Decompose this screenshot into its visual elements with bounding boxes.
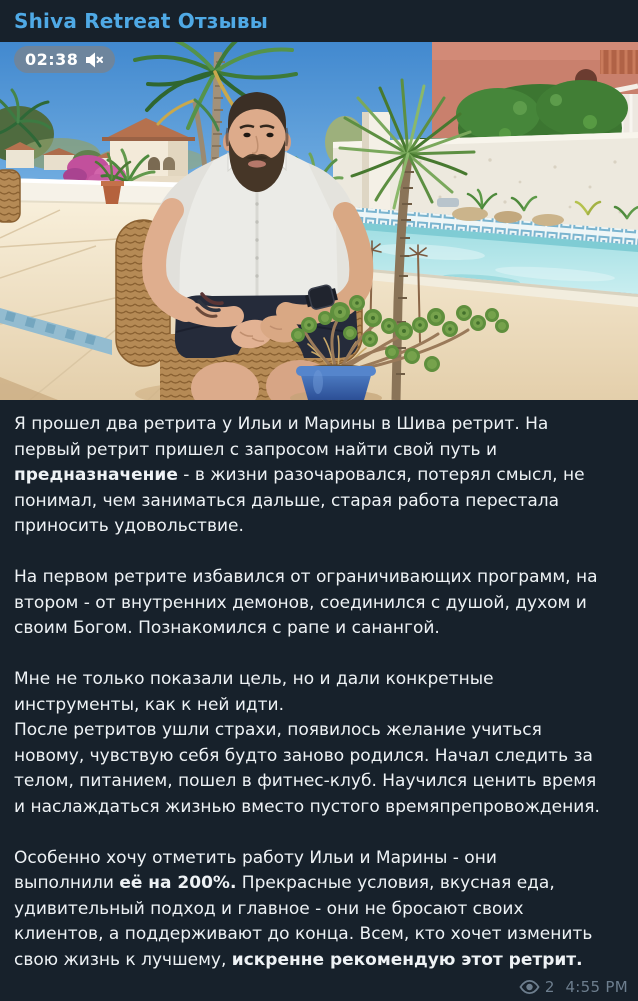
message-line: своим Богом. Познакомился с рапе и санангой. xyxy=(14,618,440,638)
message-line: выполнили её на 200%. Прекрасные условия, вкусная еда, xyxy=(14,873,555,893)
message-line: клиентов, а поддерживают до конца. Всем, кто хочет изменить xyxy=(14,924,593,944)
message-line: свою жизнь к лучшему, искренне рекомендую этот ретрит. xyxy=(14,949,583,970)
message-paragraph xyxy=(14,565,624,642)
message-line: телом, питанием, пошел в фитнес-клуб. Научился ценить время xyxy=(14,771,597,791)
video-player[interactable] xyxy=(0,42,638,400)
message-line: и наслаждаться жизнью вместо пустого времяпрепровождения. xyxy=(14,796,600,817)
message-paragraph xyxy=(14,412,624,540)
message-time: 4:55 PM xyxy=(565,978,628,996)
message-paragraph xyxy=(14,667,624,820)
message-line: приносить удовольствие. xyxy=(14,516,244,536)
message-line: инструменты, как к ней идти. xyxy=(14,694,285,715)
message-line: втором - от внутренних демонов, соединился с душой, духом и xyxy=(14,592,587,613)
channel-header xyxy=(0,0,638,42)
speaker-muted-icon xyxy=(85,51,104,69)
message-text xyxy=(14,412,624,973)
message-bubble xyxy=(0,400,638,1001)
message-paragraph xyxy=(14,846,624,974)
views-count: 2 xyxy=(544,978,555,996)
message-line: Особенно хочу отметить работу Ильи и Марины - они xyxy=(14,847,497,868)
message-line: удивительный подход и главное - они не бросают своих xyxy=(14,898,524,919)
message-line: предназначение - в жизни разочаровался, потерял смысл, не xyxy=(14,465,585,485)
video-duration-badge xyxy=(14,46,115,73)
message-line: новому, чувствую себя будто заново родился. Начал следить за xyxy=(14,745,593,766)
eye-icon xyxy=(519,980,540,994)
message-line: понимал, чем заниматься дальше, старая работа перестала xyxy=(14,490,560,511)
channel-title[interactable]: Shiva Retreat Отзывы xyxy=(14,9,269,33)
message-line: На первом ретрите избавился от ограничивающих программ, на xyxy=(14,567,598,587)
video-thumbnail xyxy=(0,42,638,400)
message-line: Я прошел два ретрита у Ильи и Марины в Шива ретрит. На xyxy=(14,414,549,434)
wicker-chair-left xyxy=(0,170,20,222)
message-line: После ретритов ушли страхи, появилось желание учиться xyxy=(14,720,542,740)
message-line: Мне не только показали цель, но и дали конкретные xyxy=(14,669,494,689)
lips xyxy=(248,160,266,167)
video-duration: 02:38 xyxy=(25,50,79,69)
message-meta xyxy=(519,978,628,996)
message-line: первый ретрит пришел с запросом найти свой путь и xyxy=(14,439,497,460)
